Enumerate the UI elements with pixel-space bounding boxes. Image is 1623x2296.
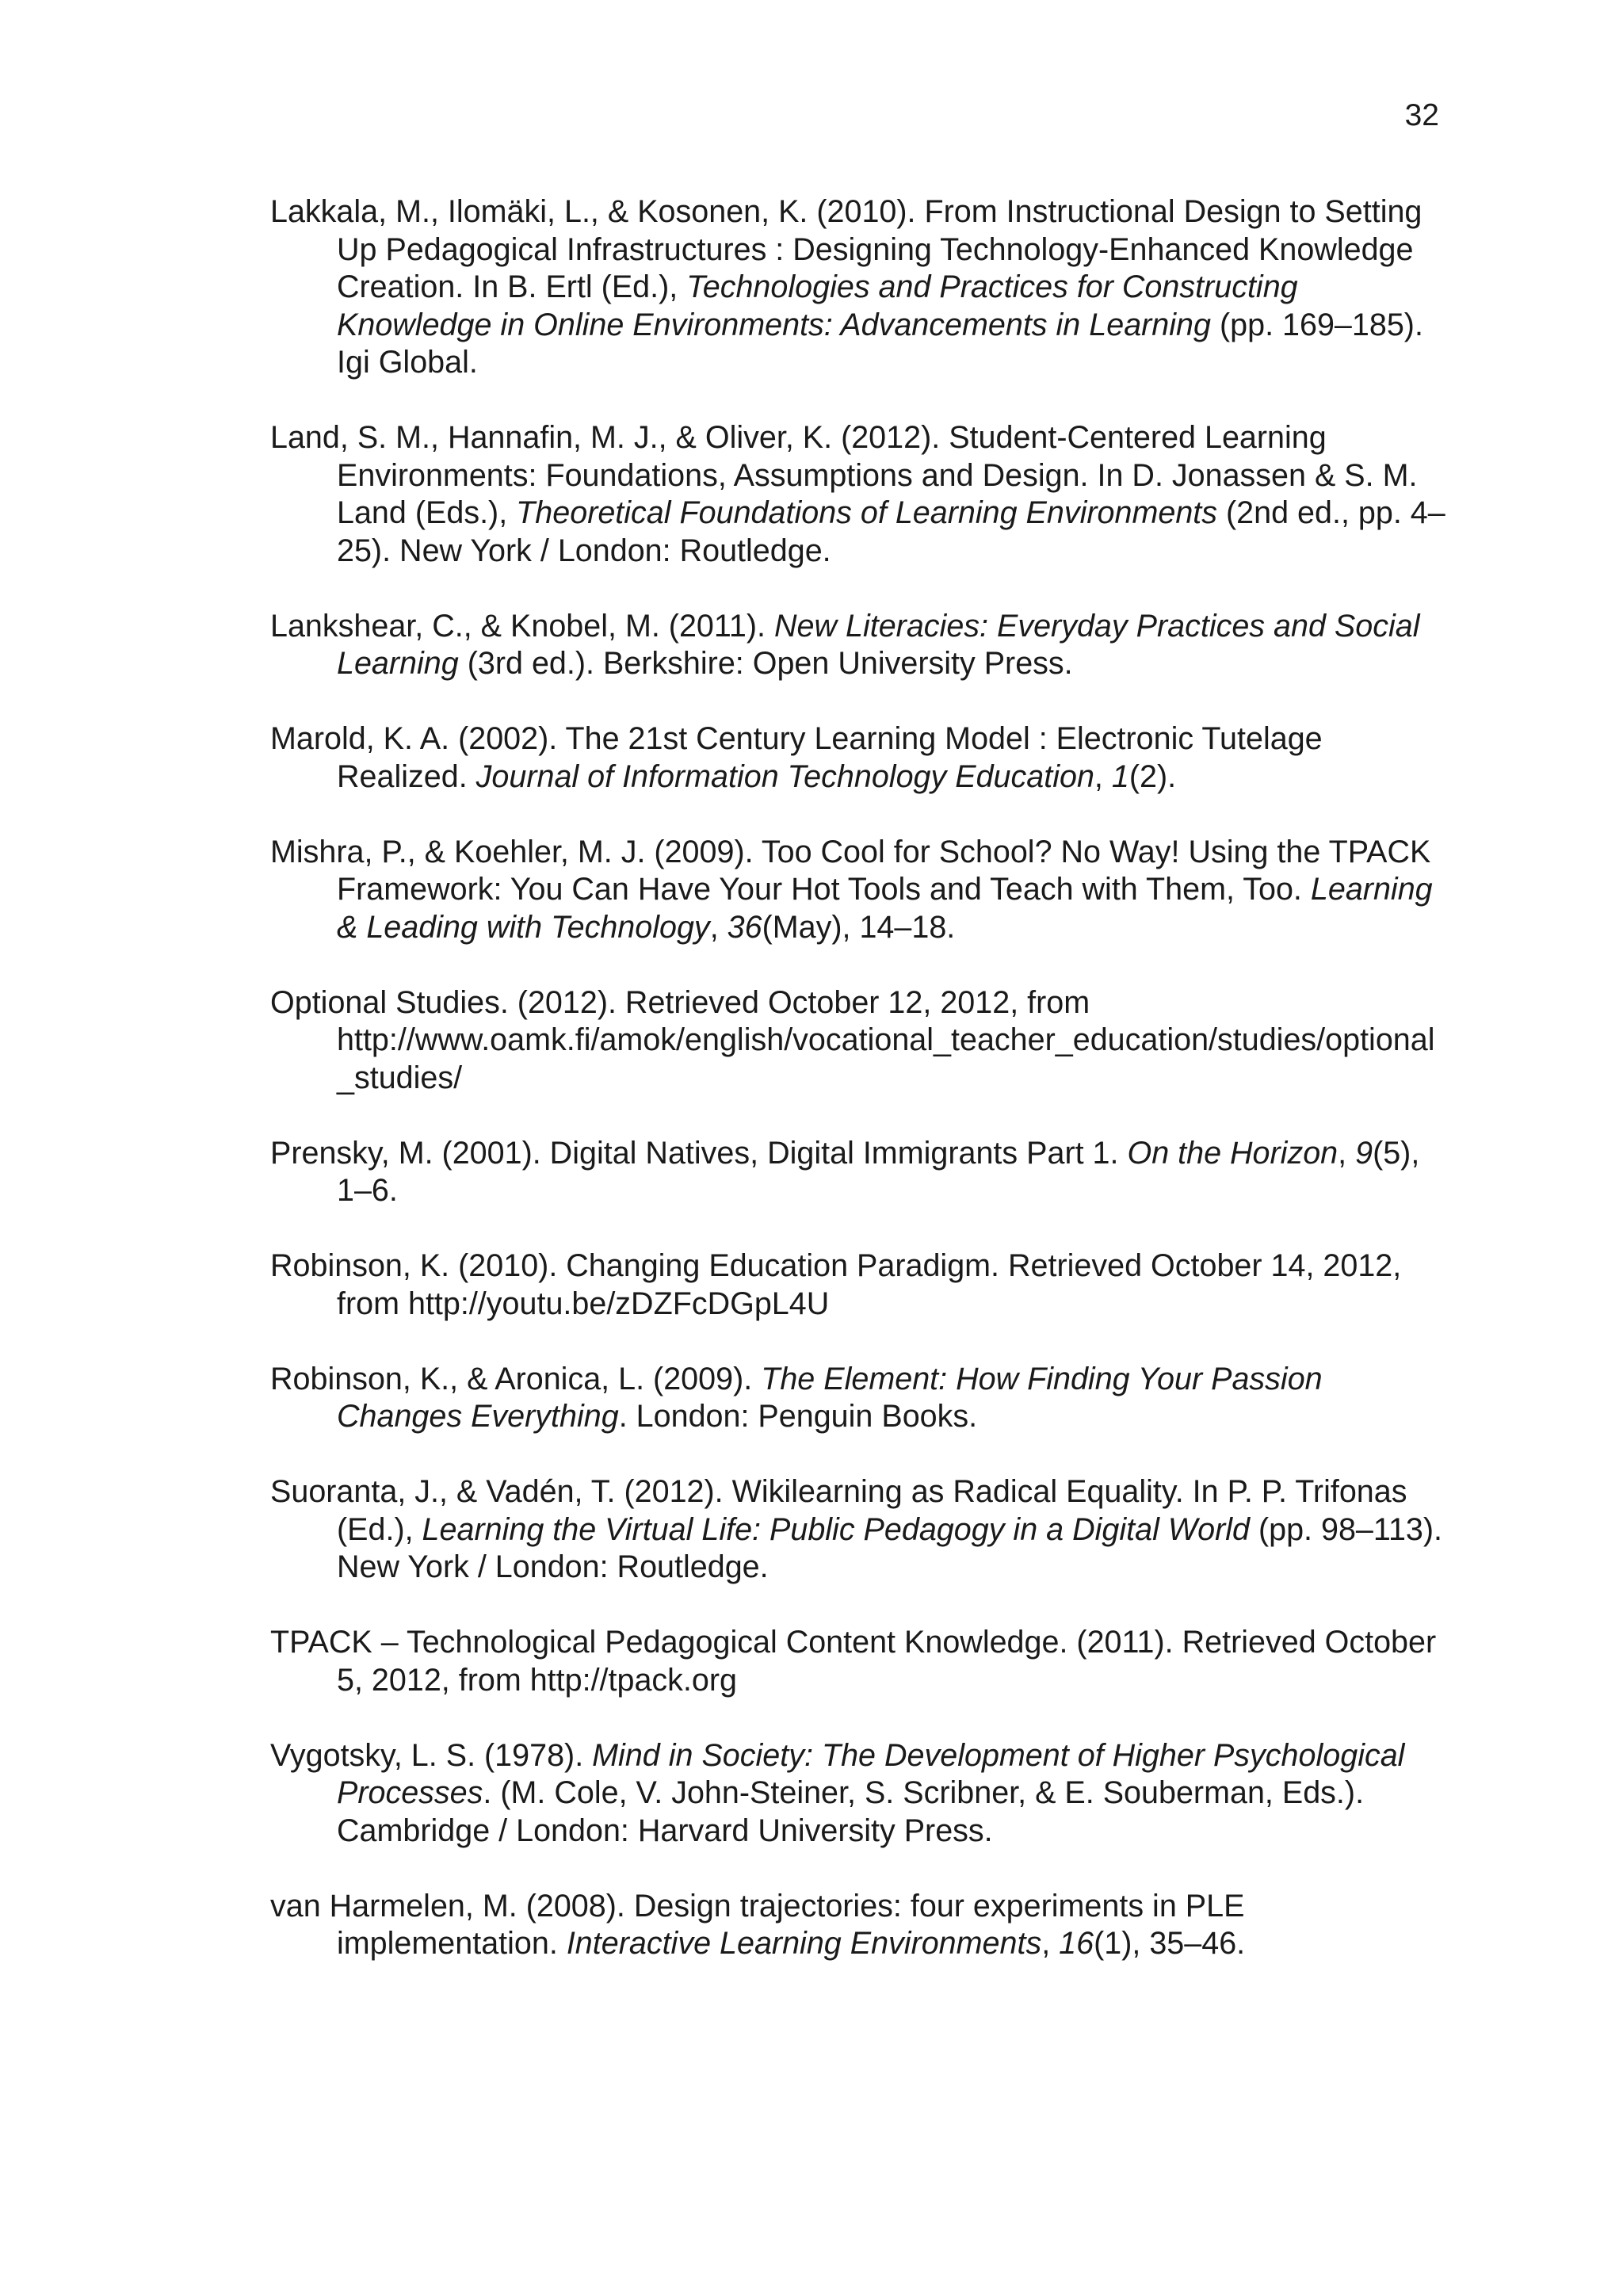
- reference-segment: Lankshear, C., & Knobel, M. (2011).: [270, 608, 774, 644]
- reference-segment: (pp. 98–113). New York / London: Routledge.: [337, 1511, 1443, 1584]
- reference-segment: Land, S. M., Hannafin, M. J., & Oliver, K. (2012). Student-Centered Learning Environments: Foundations, Assumptions and Design. In D. Jonassen & S. M. Land (Eds.),: [270, 420, 1418, 530]
- reference-segment: . London: Penguin Books.: [618, 1399, 978, 1434]
- reference-italic-segment: Theoretical Foundations of Learning Environments: [516, 495, 1218, 530]
- reference-segment: Marold, K. A. (2002). The 21st Century Learning Model : Electronic Tutelage Realized.: [270, 721, 1323, 794]
- reference-entry: [270, 1473, 1451, 1587]
- reference-entry: [270, 984, 1451, 1098]
- reference-segment: Optional Studies. (2012). Retrieved October 12, 2012, from http://www.oamk.fi/amok/english/vocational_teacher_education/studies/optional_studies/: [270, 984, 1435, 1095]
- reference-segment: Lakkala, M., Ilomäki, L., & Kosonen, K. (2010). From Instructional Design to Setting Up Pedagogical Infrastructures : Designing Technology-Enhanced Knowledge Creation. In B. Ertl (Ed.),: [270, 194, 1423, 304]
- reference-entry: [270, 1737, 1451, 1851]
- reference-italic-segment: Mind in Society: The Development of Higher Psychological Processes: [337, 1737, 1405, 1810]
- reference-segment: ,: [1041, 1926, 1060, 1961]
- reference-segment: ,: [1094, 758, 1112, 794]
- reference-entry: [270, 419, 1451, 570]
- reference-italic-segment: 36: [727, 909, 762, 945]
- reference-segment: . (M. Cole, V. John-Steiner, S. Scribner, & E. Souberman, Eds.). Cambridge / London: Harvard University Press.: [337, 1775, 1365, 1848]
- reference-segment: Mishra, P., & Koehler, M. J. (2009). Too Cool for School? No Way! Using the TPACK Framework: You Can Have Your Hot Tools and Teach with Them, Too.: [270, 834, 1431, 907]
- reference-segment: Vygotsky, L. S. (1978).: [270, 1737, 593, 1773]
- reference-italic-segment: Journal of Information Technology Education: [475, 758, 1094, 794]
- reference-entry: [270, 1361, 1451, 1436]
- reference-segment: (pp. 169–185). Igi Global.: [337, 307, 1423, 380]
- reference-segment: Robinson, K. (2010). Changing Education Paradigm. Retrieved October 14, 2012, from http://youtu.be/zDZFcDGpL4U: [270, 1248, 1402, 1321]
- reference-segment: Suoranta, J., & Vadén, T. (2012). Wikilearning as Radical Equality. In P. P. Trifonas (Ed.),: [270, 1474, 1407, 1547]
- reference-segment: (2nd ed., pp. 4–25). New York / London: Routledge.: [337, 495, 1445, 568]
- reference-entry: [270, 720, 1451, 796]
- reference-italic-segment: Interactive Learning Environments: [566, 1926, 1042, 1961]
- reference-italic-segment: Learning & Leading with Technology: [337, 872, 1433, 945]
- reference-segment: Robinson, K., & Aronica, L. (2009).: [270, 1361, 762, 1396]
- reference-segment: Prensky, M. (2001). Digital Natives, Digital Immigrants Part 1.: [270, 1135, 1128, 1171]
- reference-entry: [270, 1888, 1451, 1963]
- reference-segment: TPACK – Technological Pedagogical Content Knowledge. (2011). Retrieved October 5, 2012, from http://tpack.org: [270, 1625, 1437, 1698]
- reference-entry: [270, 193, 1451, 382]
- reference-italic-segment: The Element: How Finding Your Passion Changes Everything: [337, 1361, 1323, 1434]
- reference-entry: [270, 1135, 1451, 1210]
- reference-list: [270, 193, 1451, 2000]
- reference-entry: [270, 1247, 1451, 1323]
- reference-segment: ,: [1338, 1135, 1356, 1171]
- reference-entry: [270, 1624, 1451, 1699]
- reference-italic-segment: 9: [1355, 1135, 1373, 1171]
- reference-italic-segment: Learning the Virtual Life: Public Pedagogy in a Digital World: [422, 1511, 1250, 1547]
- reference-entry: [270, 834, 1451, 947]
- reference-segment: (1), 35–46.: [1094, 1926, 1246, 1961]
- reference-segment: (3rd ed.). Berkshire: Open University Press.: [458, 646, 1073, 681]
- reference-italic-segment: Technologies and Practices for Constructing Knowledge in Online Environments: Advancements in Learning: [337, 269, 1298, 342]
- reference-segment: (May), 14–18.: [762, 909, 956, 945]
- reference-italic-segment: New Literacies: Everyday Practices and Social Learning: [337, 608, 1420, 681]
- page-number: 32: [1404, 98, 1439, 132]
- reference-segment: ,: [709, 909, 727, 945]
- reference-segment: van Harmelen, M. (2008). Design trajectories: four experiments in PLE implementation.: [270, 1888, 1245, 1961]
- reference-italic-segment: On the Horizon: [1127, 1135, 1338, 1171]
- reference-segment: (5), 1–6.: [337, 1135, 1420, 1208]
- reference-italic-segment: 16: [1059, 1926, 1094, 1961]
- reference-segment: (2).: [1128, 758, 1177, 794]
- reference-italic-segment: 1: [1111, 758, 1129, 794]
- reference-entry: [270, 608, 1451, 683]
